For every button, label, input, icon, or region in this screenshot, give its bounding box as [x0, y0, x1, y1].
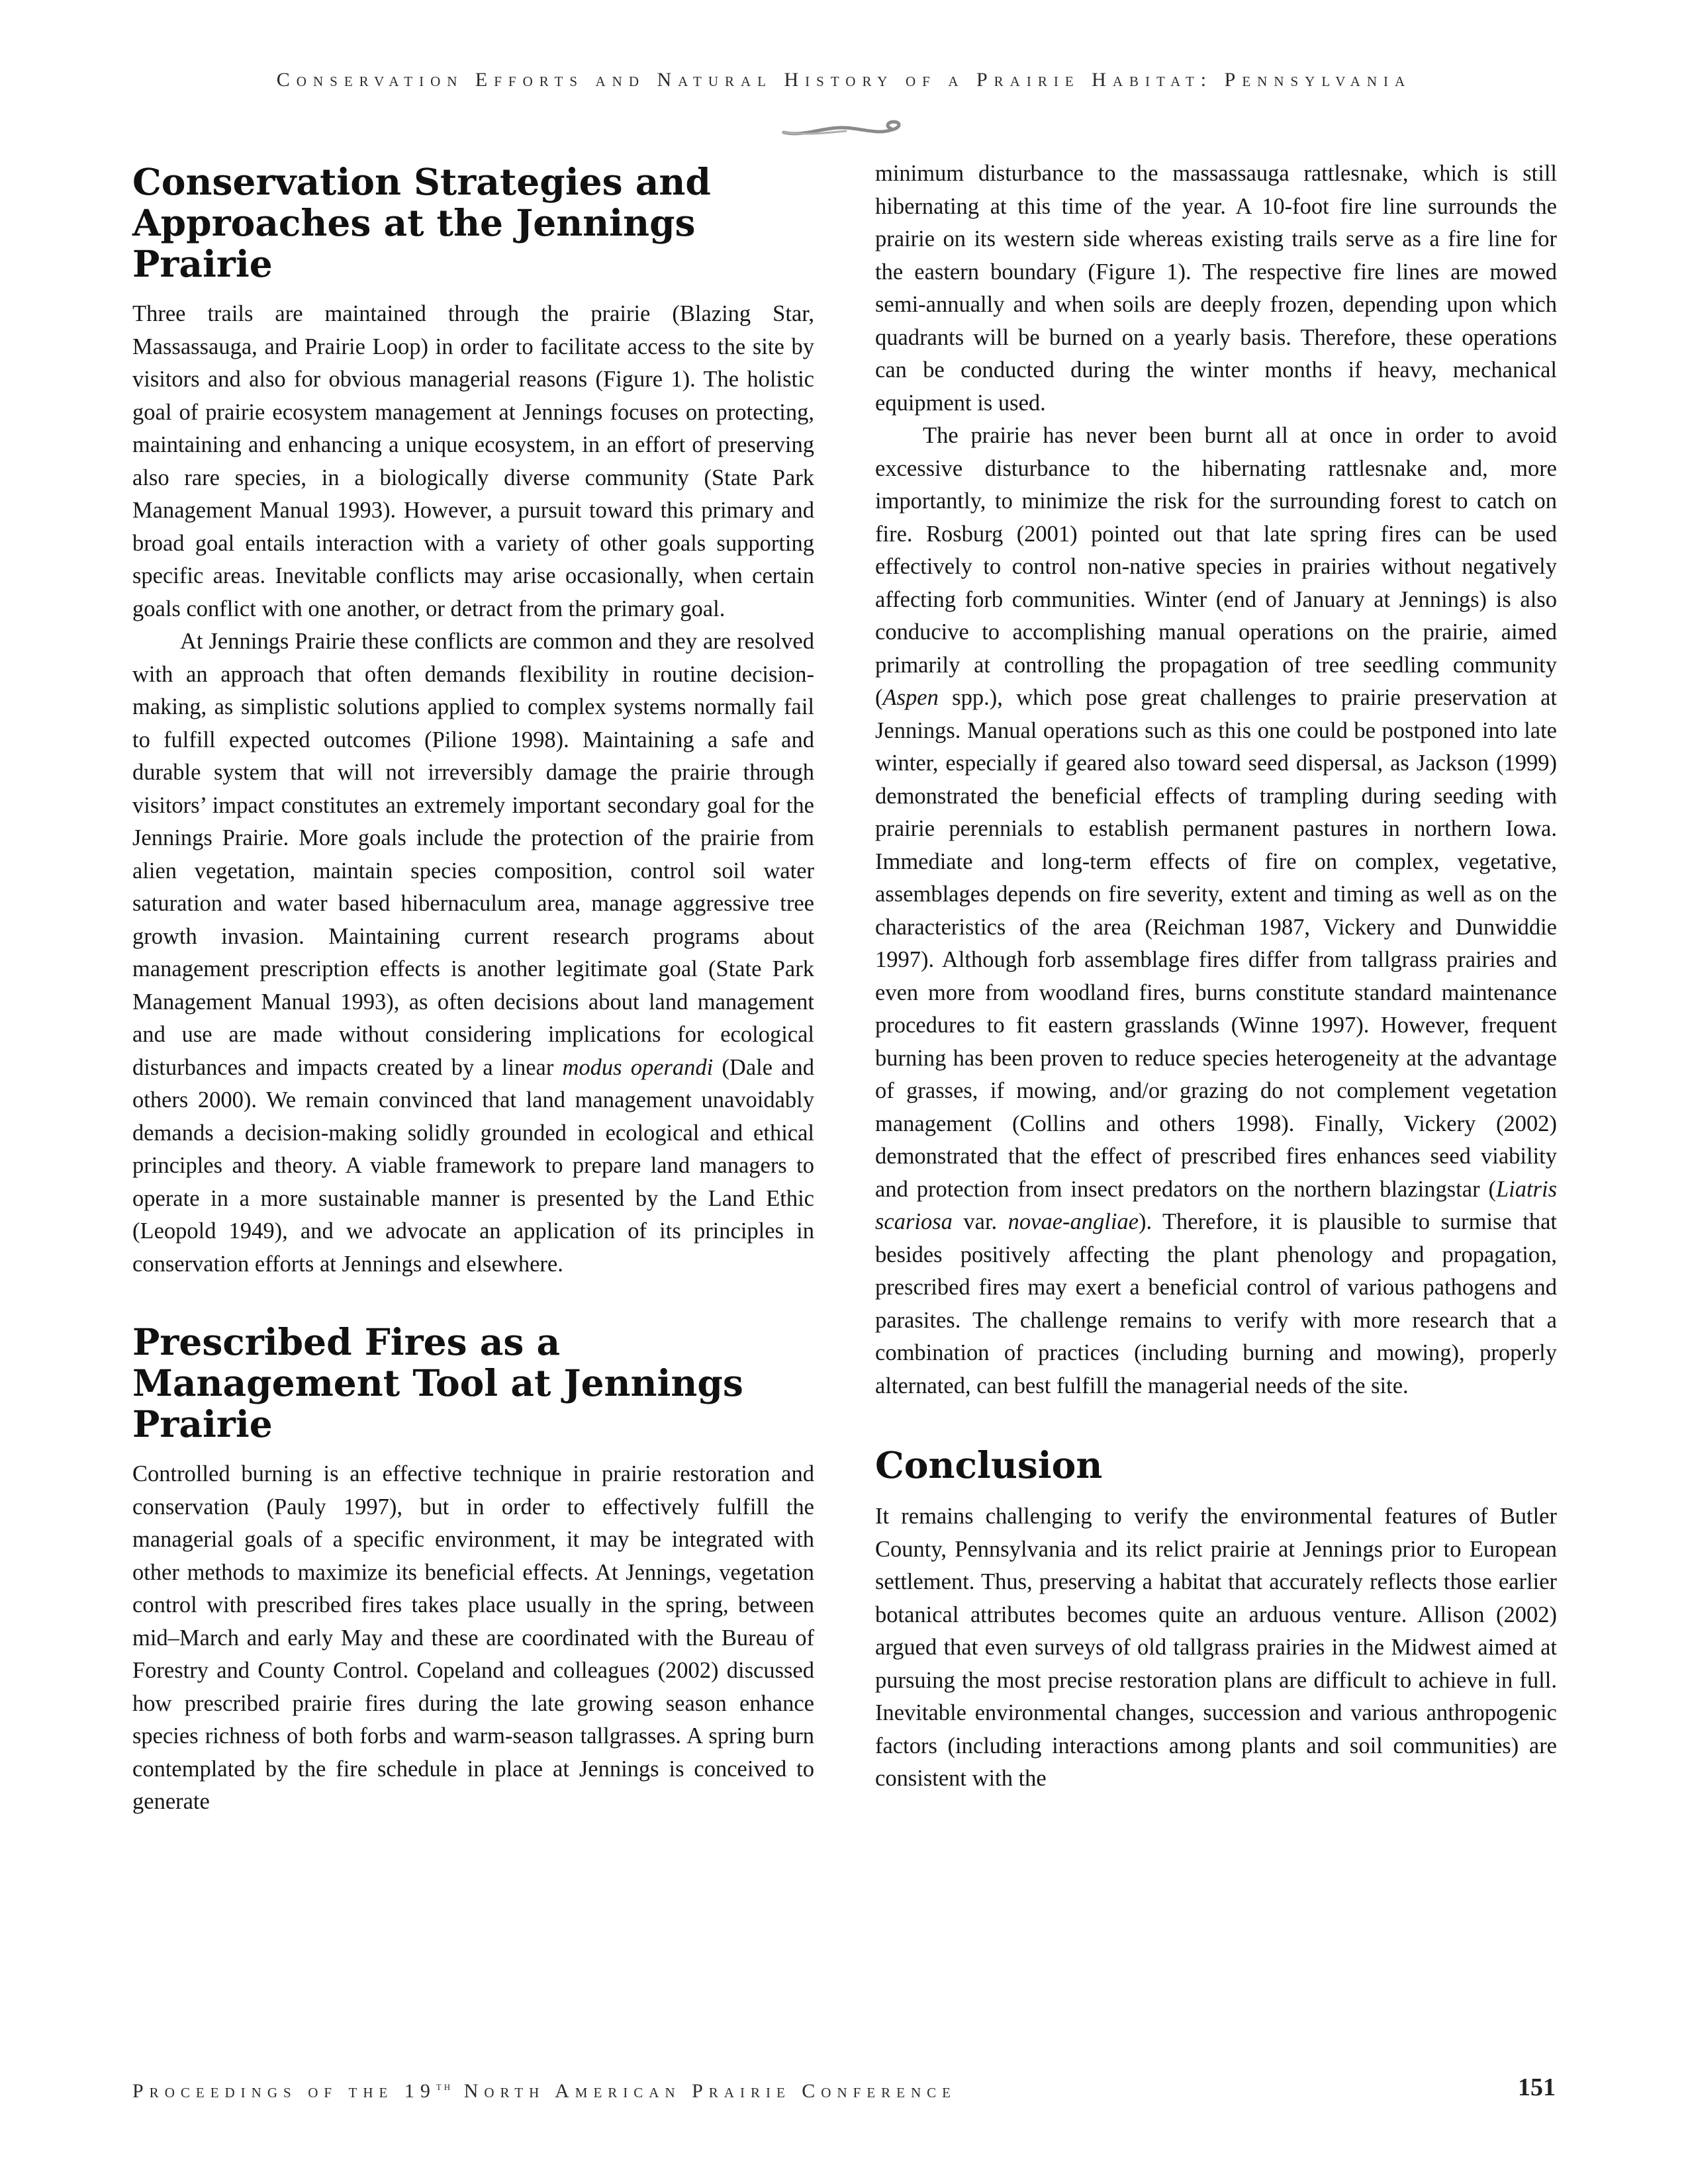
footer-text: Proceedings of the 19 — [132, 2080, 436, 2102]
right-column — [875, 158, 1557, 1796]
italic-term: novae-angliae — [1008, 1209, 1139, 1234]
paragraph — [132, 625, 814, 1281]
italic-term: Liatris scariosa — [875, 1176, 1557, 1234]
paragraph: Controlled burning is an effective technique in prairie restoration and conservation (Pauly 1997), but in order to effectively fulfill the managerial goals of a specific environment, it may be integrated with other methods to maximize its beneficial effects. At Jennings, vegetation control with prescribed fires takes place usually in the spring, between mid–March and early May and these are coordinated with the Bureau of Forestry and County Control. Copeland and colleagues (2002) discussed how prescribed prairie fires during the late growing season enhance species richness of both forbs and warm-season tallgrasses. A spring burn contemplated by the fire schedule in place at Jennings is conceived to generate — [132, 1461, 814, 1814]
section-heading-prescribed-fires: Prescribed Fires as a Management Tool at Jennings Prairie — [132, 1320, 743, 1445]
footer-superscript: th — [436, 2079, 453, 2093]
paragraph: minimum disturbance to the massassauga rattlesnake, which is still hibernating at this time of the year. A 10-foot fire line surrounds the prairie on its western side whereas existing trails serve as a fire line for the eastern boundary (Figure 1). The respective fire lines are mowed semi-annually and when soils are deeply frozen, depending upon which quadrants will be burned on a yearly basis. Therefore, these operations can be conducted during the winter months if heavy, mechanical equipment is used. — [875, 161, 1557, 416]
text-run: The prairie has never been burnt all at once in order to avoid excessive disturbance to the hibernating rattlesnake and, more importantly, to minimize the risk for the surrounding forest to catch on fire. Rosburg (2001) pointed out that late spring fires can be used effectively to control non-native species in prairies without negatively affecting forb communities. Winter (end of January at Jennings) is also conducive to accomplishing manual operations on the prairie, aimed primarily at controlling the propagation of tree seedling community ( — [875, 423, 1557, 710]
decorative-flourish — [780, 118, 906, 142]
italic-term: modus operandi — [562, 1054, 714, 1080]
running-head: Conservation Efforts and Natural History of a Prairie Habitat: Pennsylvania — [276, 69, 1412, 91]
text-run: var. — [952, 1209, 1008, 1234]
italic-term: Aspen — [882, 685, 939, 710]
text-run: spp.), which pose great challenges to prairie preservation at Jennings. Manual operations such as this one could be postponed into late winter, especially if geared also toward seed dispersal, as Jackson (1999) demonstrated the beneficial effects of trampling during seeding with prairie perennials to establish permanent pastures in northern Iowa. Immediate and long-term effects of fire on complex, vegetative, assemblages depends on fire severity, extent and timing as well as on the characteristics of the area (Reichman 1987, Vickery and Dunwiddie 1997). Although forb assemblage fires differ from tallgrass prairies and even more from woodland fires, burns constitute standard maintenance procedures to fit eastern grasslands (Winne 1997). However, frequent burning has been proven to reduce species heterogeneity at the advantage of grasses, if mowing, and/or grazing do not complement vegetation management (Collins and others 1998). Finally, Vickery (2002) demonstrated that the effect of prescribed fires enhances seed viability and protection from insect predators on the northern blazingstar ( — [875, 685, 1557, 1202]
running-footer — [132, 2079, 957, 2103]
text-run: (Dale and others 2000). We remain convinced that land management unavoidably demands a decision-making solidly grounded in ecological and ethical principles and theory. A viable framework to prepare land managers to operate in a more sustainable manner is presented by the Land Ethic (Leopold 1949), and we advocate an application of its principles in conservation efforts at Jennings and elsewhere. — [132, 1054, 814, 1277]
paragraph: It remains challenging to verify the environmental features of Butler County, Pennsylvania and its relict prairie at Jennings prior to European settlement. Thus, preserving a habitat that accurately reflects those earlier botanical attributes becomes quite an arduous venture. Allison (2002) argued that even surveys of old tallgrass prairies in the Midwest aimed at pursuing the most precise restoration plans are difficult to achieve in full. Inevitable environmental changes, succession and various anthropogenic factors (including interactions among plants and soil communities) are consistent with the — [875, 1504, 1557, 1791]
paragraph — [875, 420, 1557, 1402]
footer-text: North American Prairie Conference — [453, 2080, 957, 2102]
section-heading-conservation-strategies: Conservation Strategies and Approaches at the Jennings Prairie — [132, 160, 711, 285]
text-run: ). Therefore, it is plausible to surmise that besides positively affecting the plant phenology and propagation, prescribed fires may exert a beneficial control of various pathogens and parasites. The challenge remains to verify with more research that a combination of practices (including burning and mowing), properly alternated, can best fulfill the managerial needs of the site. — [875, 1209, 1557, 1398]
section-heading-conclusion: Conclusion — [875, 1443, 1103, 1486]
paragraph: Three trails are maintained through the prairie (Blazing Star, Massassauga, and Prairie Loop) in order to facilitate access to the site by visitors and also for obvious managerial reasons (Figure 1). The holistic goal of prairie ecosystem management at Jennings focuses on protecting, maintaining and enhancing a unique ecosystem, in an effort of preserving also rare species, in a biologically diverse community (State Park Management Manual 1993). However, a pursuit toward this primary and broad goal entails interaction with a variety of other goals supporting specific areas. Inevitable conflicts may arise occasionally, when certain goals conflict with one another, or detract from the primary goal. — [132, 301, 814, 621]
left-column — [132, 158, 814, 1819]
text-run: At Jennings Prairie these conflicts are common and they are resolved with an approach that often demands flexibility in routine decision-making, as simplistic solutions applied to complex systems normally fail to fulfill expected outcomes (Pilione 1998). Maintaining a safe and durable system that will not irreversibly damage the prairie through visitors’ impact constitutes an extremely important secondary goal for the Jennings Prairie. More goals include the protection of the prairie from alien vegetation, maintain species composition, control soil water saturation and water based hibernaculum area, manage aggressive tree growth invasion. Maintaining current research programs about management prescription effects is another legitimate goal (State Park Management Manual 1993), as often decisions about land management and use are made without considering implications for ecological disturbances and impacts created by a linear — [132, 629, 814, 1080]
page-number: 151 — [1518, 2073, 1556, 2101]
